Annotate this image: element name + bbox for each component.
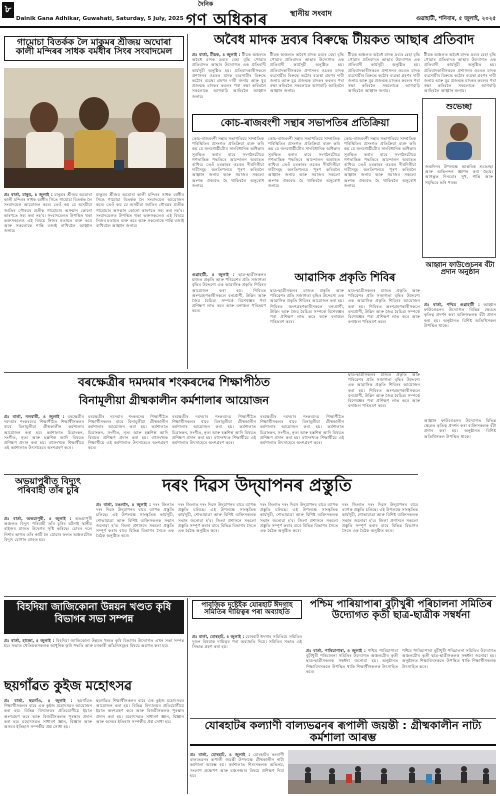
narcotics-body-2: টীয়ক অঞ্চলত অবৈধ মাদক দ্ৰব্যৰ বেহা বৃদ্ধি পোৱাৰ প্ৰতিবাদত আছাৰ উদ্যোগত এক প্ৰতিবাদী কাৰ্যসূচী অনুষ্ঠিত হয়। প্ৰতিবাদকাৰীসকলে প্ৰশাসনৰ ওচৰত মাদক ব্যৱসায়ীৰ বিৰুদ্ধে কঠোৰ ব্যৱস্থা গ্ৰহণৰ দাবী জনায় আৰু যুৱ প্ৰজন্মক মাদকৰ কবলৰ পৰা ৰক্ষা কৰিবলৈ সকলোকে আগবাঢ়ি আহিবলৈ আহ্বান জনায়।: [270, 52, 344, 94]
section-label: স্থানীয় সংবাদ: [290, 9, 332, 18]
narcotics-headline: অবৈধ মাদক দ্ৰব্যৰ বিৰুদ্ধে টীয়কত আছাৰ প্ৰতিবাদ: [213, 33, 475, 48]
darrang-body-4: দৰং জিলাত দৰং দিৱস উদ্‌যাপনৰ বাবে ব্যাপক প্ৰস্তুতি চলিছে। এই উপলক্ষে সাংস্কৃতিক কাৰ্যসূচী, শোভাযাত্ৰা আৰু বিশিষ্ট ব্যক্তিসকলক সন্মান জনোৱা হ'ব। জিলা প্ৰশাসনে সকলো প্ৰস্তুতি সম্পূৰ্ণ কৰাৰ বাবে বিভিন্ন বিভাগৰ সৈতে এক বৈঠক অনুষ্ঠিত কৰে।: [342, 502, 418, 534]
electricity-body: প্ৰঃ বাৰ্তা, অভয়াপুৰী, ৪ জুলাই : অভয়াপুৰী অঞ্চলত বিদ্যুৎ পৰিবাহী তাঁৰ চুৰিৰ ঘটনাই স্থানীয় ৰাইজৰ মাজত উদ্বেগৰ সৃষ্টি কৰিছে। চোৰৰ দলে নিশাৰ ভাগত তাঁৰ কাটি লৈ যোৱাৰ ফলত অঞ্চলটোত বিদ্যুৎ যোগান ব্যাহত হয়।: [4, 516, 92, 542]
bihdia-body: প্ৰঃ বাৰ্তা, হাজো, ৪ জুলাই : বিহদিয়া জাজিকোনা উন্নয়ন খণ্ডত কৃষি বিভাগৰ উদ্যোগত এখন সভা সম্পন্ন হয়। সভাত খেতিয়কসকলক আধুনিক কৃষি পদ্ধতি আৰু চৰকাৰী আঁচনিসমূহৰ বিষয়ে অৱগত কৰা হয়।: [4, 638, 184, 649]
narcotics-body-4: টীয়ক অঞ্চলত অবৈধ মাদক দ্ৰব্যৰ বেহা বৃদ্ধি পোৱাৰ প্ৰতিবাদত আছাৰ উদ্যোগত এক প্ৰতিবাদী কাৰ্যসূচী অনুষ্ঠিত হয়। প্ৰতিবাদকাৰীসকলে প্ৰশাসনৰ ওচৰত মাদক ব্যৱসায়ীৰ বিৰুদ্ধে কঠোৰ ব্যৱস্থা গ্ৰহণৰ দাবী জনায় আৰু যুৱ প্ৰজন্মক মাদকৰ কবলৰ পৰা ৰক্ষা কৰিবলৈ সকলোকে আগবাঢ়ি আহিবলৈ আহ্বান জনায়।: [424, 52, 496, 94]
ahwan-headline: আহ্বান ফাউণ্ডেচনৰ বঁটা প্ৰদান অনুষ্ঠান: [425, 261, 495, 277]
darrang-body-2: দৰং জিলাত দৰং দিৱস উদ্‌যাপনৰ বাবে ব্যাপক প্ৰস্তুতি চলিছে। এই উপলক্ষে সাংস্কৃতিক কাৰ্যসূচী, শোভাযাত্ৰা আৰু বিশিষ্ট ব্যক্তিসকলক সন্মান জনোৱা হ'ব। জিলা প্ৰশাসনে সকলো প্ৰস্তুতি সম্পূৰ্ণ কৰাৰ বাবে বিভিন্ন বিভাগৰ সৈতে এক বৈঠক অনুষ্ঠিত কৰে।: [178, 502, 256, 534]
masthead-english-dateline: Dainik Gana Adhikar, Guwahati, Saturday, 5 July, 2025: [16, 16, 184, 22]
koch-body: কোচ-ৰাজবংশী সন্থাৰ সভাপতিয়ে সাম্প্ৰতিক পৰিস্থিতিৰ প্ৰসংগত প্ৰতিক্ৰিয়া ব্যক্ত কৰি কয় যে জনগোষ্ঠীটোৰ সাংবিধানিক অধিকাৰ সুৰক্ষিত কৰাৰ বাবে সংগঠনটোৱে গণতান্ত্ৰিক পদ্ধতিৰে আন্দোলন অব্যাহত ৰাখিব। তেওঁ চৰকাৰৰ ওচৰত দীৰ্ঘদিনীয়া দাবীসমূহ অনতিপলমে পূৰণ কৰিবলৈ আহ্বান জনায় আৰু সমাজৰ সকলো অংশক ঐক্যবদ্ধ হৈ থাকিবলৈ অনুৰোধ জনায়।: [192, 136, 264, 188]
darrang-body: প্ৰঃ বাৰ্তা, মঙলদৈ, ৪ জুলাই : দৰং জিলাত দৰং দিৱস উদ্‌যাপনৰ বাবে ব্যাপক প্ৰস্তুতি চলিছে। এই উপলক্ষে সাংস্কৃতিক কাৰ্যসূচী, শোভাযাত্ৰা আৰু বিশিষ্ট ব্যক্তিসকলক সন্মান জনোৱা হ'ব। জিলা প্ৰশাসনে সকলো প্ৰস্তুতি সম্পূৰ্ণ কৰাৰ বাবে বিভিন্ন বিভাগৰ সৈতে এক বৈঠক অনুষ্ঠিত কৰে।: [96, 502, 174, 539]
nature-camp-headline: আৱাসিক প্ৰকৃতি শিবিৰ: [294, 271, 396, 284]
kalyani-body: প্ৰঃ বাৰ্তা, যোৰহাট, ৪ জুলাই : যোৰহাটৰ কল্যাণী বাল্যভৱনৰ ৰূপালী জয়ন্তী উপলক্ষে গ্ৰীষ্মকালীন নাট্য কৰ্মশালা আৰম্ভ হয়। কৰ্মশালাত শিশুসকলক অভিনয়, সংলাপ প্ৰক্ষেপণ আৰু মঞ্চসজ্জাৰ বিষয়ে প্ৰশিক্ষণ দিয়া হয়।: [190, 752, 284, 778]
koch-body-3: কোচ-ৰাজবংশী সন্থাৰ সভাপতিয়ে সাম্প্ৰতিক পৰিস্থিতিৰ প্ৰসংগত প্ৰতিক্ৰিয়া ব্যক্ত কৰি কয় যে জনগোষ্ঠীটোৰ সাংবিধানিক অধিকাৰ সুৰক্ষিত কৰাৰ বাবে সংগঠনটোৱে গণতান্ত্ৰিক পদ্ধতিৰে আন্দোলন অব্যাহত ৰাখিব। তেওঁ চৰকাৰৰ ওচৰত দীৰ্ঘদিনীয়া দাবীসমূহ অনতিপলমে পূৰণ কৰিবলৈ আহ্বান জনায় আৰু সমাজৰ সকলো অংশক ঐক্যবদ্ধ হৈ থাকিবলৈ অনুৰোধ জনায়।: [344, 136, 416, 188]
gamocha-body-cont: মাকুমৰ শ্ৰীজয় অঘোৰা কালী মন্দিৰৰ সাধক বৰ্মধীৰ সিঙে গামোচা বিতৰ্কক লৈ সংবাদমেল আয়োজন কৰে। তেওঁ কয় যে অসমীয়া জাতিৰ গৌৰৱৰ প্ৰতীক গামোচাৰ অসন্মান কোনো কাৰণতে সহ্য কৰা নহ'ব। সংবাদমেলত উপস্থিত থকা ভক্তসকলেও এই বিষয়ে নিজৰ মতামত ব্যক্ত কৰে আৰু সকলোকে শান্তি বজাই ৰাখিবলৈ আহ্বান জনায়।: [96, 192, 184, 229]
nature-camp-body: গুৱাহাটী, ৪ জুলাই : ছাত্ৰ-ছাত্ৰীসকলৰ মাজত প্ৰকৃতি আৰু পৰিৱেশৰ প্ৰতি সজাগতা বৃদ্ধিৰ উদ্দেশ্যে এক আৱাসিক প্ৰকৃতি শিবিৰৰ আয়োজন কৰা হয়। শিবিৰত অংশগ্ৰহণকাৰীসকলে বন্যপ্ৰাণী, উদ্ভিদ আৰু জৈৱ বৈচিত্ৰ্য সম্পৰ্কে বিশেষজ্ঞৰ পৰা প্ৰশিক্ষণ লাভ কৰে আৰু বনাঞ্চল পৰিভ্ৰমণ কৰে।: [192, 272, 266, 314]
ahwan-body-2: আহ্বান ফাউণ্ডেচনৰ উদ্যোগত বিভিন্ন ক্ষেত্ৰত কৃতিত্ব প্ৰদৰ্শন কৰা ব্যক্তিসকলক বঁটা প্ৰদান কৰা হয়। অনুষ্ঠানত বিশিষ্ট অতিথিসকল উপস্থিত থাকে।: [424, 418, 496, 439]
jorhat-committee-headline: পাবজিক দুষ্টেইক যোৰহাট ঈদগাহ সমিতিৰ দায়িত্বৰ পৰা অব্যাহতি: [192, 600, 302, 619]
paper-name: গণ অধিকাৰ: [186, 10, 268, 29]
masthead-assamese-dateline: গুৱাহাটী, শনিবাৰ, ৫ জুলাই, ২০২৫: [416, 16, 496, 22]
nature-camp-body-2: ছাত্ৰ-ছাত্ৰীসকলৰ মাজত প্ৰকৃতি আৰু পৰিৱেশৰ প্ৰতি সজাগতা বৃদ্ধিৰ উদ্দেশ্যে এক আৱাসিক প্ৰকৃতি শিবিৰৰ আয়োজন কৰা হয়। শিবিৰত অংশগ্ৰহণকাৰীসকলে বন্যপ্ৰাণী, উদ্ভিদ আৰু জৈৱ বৈচিত্ৰ্য সম্পৰ্কে বিশেষজ্ঞৰ পৰা প্ৰশিক্ষণ লাভ কৰে আৰু বনাঞ্চল পৰিভ্ৰমণ কৰে।: [270, 288, 344, 325]
narcotics-body: প্ৰঃ বাৰ্তা, টীয়ক, ৪ জুলাই : টীয়ক অঞ্চলত অবৈধ মাদক দ্ৰব্যৰ বেহা বৃদ্ধি পোৱাৰ প্ৰতিবাদত আছাৰ উদ্যোগত এক প্ৰতিবাদী কাৰ্যসূচী অনুষ্ঠিত হয়। প্ৰতিবাদকাৰীসকলে প্ৰশাসনৰ ওচৰত মাদক ব্যৱসায়ীৰ বিৰুদ্ধে কঠোৰ ব্যৱস্থা গ্ৰহণৰ দাবী জনায় আৰু যুৱ প্ৰজন্মক মাদকৰ কবলৰ পৰা ৰক্ষা কৰিবলৈ সকলোকে আগবাঢ়ি আহিবলৈ আহ্বান জনায়।: [192, 52, 266, 99]
page-number: ৮: [2, 2, 14, 18]
jorhat-committee-body: প্ৰঃ বাৰ্তা, যোৰহাট, ৪ জুলাই : যোৰহাট ঈদগাহ সমিতিয়ে সমিতিৰ দুজন বিষয়াক দায়িত্বৰ পৰা অব্যাহতি দিয়ে। সমিতিৰ সভাত এই সিদ্ধান্ত গ্ৰহণ কৰা হয়।: [192, 634, 302, 650]
narcotics-body-3: টীয়ক অঞ্চলত অবৈধ মাদক দ্ৰব্যৰ বেহা বৃদ্ধি পোৱাৰ প্ৰতিবাদত আছাৰ উদ্যোগত এক প্ৰতিবাদী কাৰ্যসূচী অনুষ্ঠিত হয়। প্ৰতিবাদকাৰীসকলে প্ৰশাসনৰ ওচৰত মাদক ব্যৱসায়ীৰ বিৰুদ্ধে কঠোৰ ব্যৱস্থা গ্ৰহণৰ দাবী জনায় আৰু যুৱ প্ৰজন্মক মাদকৰ কবলৰ পৰা ৰক্ষা কৰিবলৈ সকলোকে আগবাঢ়ি আহিবলৈ আহ্বান জনায়।: [348, 52, 420, 94]
birthday-box: [422, 98, 496, 258]
paschim-body: প্ৰঃ বাৰ্তা, পাৰিয়াপাৰা, ৪ জুলাই : পশ্চিম পাৰিয়াপাৰা বুঢ়ীখুৰী পৰিচালনা সমিতিৰ উদ্যোগত অঞ্চলটোৰ কৃতী ছাত্ৰ-ছাত্ৰীসকলক সম্বৰ্ধনা জনোৱা হয়। অনুষ্ঠানত শিক্ষাবিদসকলে উপস্থিত থাকি শিক্ষাৰ্থীসকলক উৎসাহিত কৰে।: [306, 648, 398, 674]
ahwan-body: প্ৰঃ বাৰ্তা, পশ্চিম গুৱাহাটী : আহ্বান ফাউণ্ডেচনৰ উদ্যোগত বিভিন্ন ক্ষেত্ৰত কৃতিত্ব প্ৰদৰ্শন কৰা ব্যক্তিসকলক বঁটা প্ৰদান কৰা হয়। অনুষ্ঠানত বিশিষ্ট অতিথিসকল উপস্থিত থাকে।: [424, 302, 496, 328]
paper-name-prefix: দৈনিক: [198, 1, 214, 8]
shankardev-body: প্ৰঃ বাৰ্তা, নলবাৰী, ৪ জুলাই : বৰক্ষেত্ৰীৰ দমদমাৰ শংকৰদেৱ শিক্ষাপীঠত শিক্ষাৰ্থীসকলৰ বাবে বিনামূলীয়া গ্ৰীষ্মকালীন কৰ্মশালাৰ আয়োজন কৰা হয়। কৰ্মশালাত চিত্ৰাংকন, সংগীত, নৃত্য আৰু হস্তশিল্প আদি বিষয়ত প্ৰশিক্ষণ প্ৰদান কৰা হয়। বহুসংখ্যক শিক্ষাৰ্থীয়ে এই কৰ্মশালাত উৎসাহেৰে অংশগ্ৰহণ কৰে।: [4, 414, 84, 451]
quiz-headline: ছয়গাঁৱত কুইজ মহোৎসৱ: [4, 679, 132, 694]
shankardev-body-3: বৰক্ষেত্ৰীৰ দমদমাৰ শংকৰদেৱ শিক্ষাপীঠত শিক্ষাৰ্থীসকলৰ বাবে বিনামূলীয়া গ্ৰীষ্মকালীন কৰ্মশালাৰ আয়োজন কৰা হয়। কৰ্মশালাত চিত্ৰাংকন, সংগীত, নৃত্য আৰু হস্তশিল্প আদি বিষয়ত প্ৰশিক্ষণ প্ৰদান কৰা হয়। বহুসংখ্যক শিক্ষাৰ্থীয়ে এই কৰ্মশালাত উৎসাহেৰে অংশগ্ৰহণ কৰে।: [172, 414, 256, 446]
paschim-headline: পশ্চিম পাৰিয়াপাৰা বুঢ়ীখুৰী পৰিচালনা সমিতিৰ উদ্যোগত কৃতী ছাত্ৰ-ছাত্ৰীক সম্বৰ্ধনা: [309, 599, 493, 621]
darrang-headline: দৰং দিৱস উদ্‌যাপনৰ প্ৰস্তুতি: [162, 476, 352, 496]
koch-body-2: কোচ-ৰাজবংশী সন্থাৰ সভাপতিয়ে সাম্প্ৰতিক পৰিস্থিতিৰ প্ৰসংগত প্ৰতিক্ৰিয়া ব্যক্ত কৰি কয় যে জনগোষ্ঠীটোৰ সাংবিধানিক অধিকাৰ সুৰক্ষিত কৰাৰ বাবে সংগঠনটোৱে গণতান্ত্ৰিক পদ্ধতিৰে আন্দোলন অব্যাহত ৰাখিব। তেওঁ চৰকাৰৰ ওচৰত দীৰ্ঘদিনীয়া দাবীসমূহ অনতিপলমে পূৰণ কৰিবলৈ আহ্বান জনায় আৰু সমাজৰ সকলো অংশক ঐক্যবদ্ধ হৈ থাকিবলৈ অনুৰোধ জনায়।: [268, 136, 340, 188]
masthead: [0, 0, 500, 28]
kalyani-headline: যোৰহাটৰ কল্যাণী বাল্যভৱনৰ ৰূপালী জয়ন্তী : গ্ৰীষ্মকালীন নাট্য কৰ্মশালা আৰম্ভ: [190, 720, 496, 746]
birthday-title: শুভেচ্ছা: [446, 102, 472, 111]
quiz-body: প্ৰঃ বাৰ্তা, ছয়গাঁও, ৪ জুলাই : ছয়গাঁৱত শিক্ষাৰ্থীসকলৰ বাবে এক কুইজ মহোৎসৱৰ আয়োজন কৰা হয়। বিভিন্ন বিদ্যালয়ৰ প্ৰতিযোগীয়ে ইয়াত অংশগ্ৰহণ কৰে আৰু বিজয়ীসকলক পুৰস্কাৰ প্ৰদান কৰা হয়। মহোৎসৱত সাধাৰণ জ্ঞান, বিজ্ঞান আৰু অসমৰ ইতিহাস সম্পৰ্কীয় প্ৰশ্ন সোধা হয়।: [4, 698, 92, 730]
electricity-headline: অভয়াপুৰীত বিদ্যুৎ পৰিবাহী তাঁৰ চুৰি: [15, 477, 81, 497]
quiz-body-2: ছয়গাঁৱত শিক্ষাৰ্থীসকলৰ বাবে এক কুইজ মহোৎসৱৰ আয়োজন কৰা হয়। বিভিন্ন বিদ্যালয়ৰ প্ৰতিযোগীয়ে ইয়াত অংশগ্ৰহণ কৰে আৰু বিজয়ীসকলক পুৰস্কাৰ প্ৰদান কৰা হয়। মহোৎসৱত সাধাৰণ জ্ঞান, বিজ্ঞান আৰু অসমৰ ইতিহাস সম্পৰ্কীয় প্ৰশ্ন সোধা হয়।: [96, 698, 184, 724]
bihdia-headline: বিহদিয়া জাজিকোনা উন্নয়ন খণ্ডত কৃষি বিভাগৰ সভা সম্পন্ন: [4, 600, 184, 634]
shankardev-subhead: বিনামূলীয়া গ্ৰীষ্মকালীন কৰ্মশালাৰ আয়োজন: [4, 392, 344, 410]
press-conference-photo: [4, 68, 184, 188]
shankardev-body-2: বৰক্ষেত্ৰীৰ দমদমাৰ শংকৰদেৱ শিক্ষাপীঠত শিক্ষাৰ্থীসকলৰ বাবে বিনামূলীয়া গ্ৰীষ্মকালীন কৰ্মশালাৰ আয়োজন কৰা হয়। কৰ্মশালাত চিত্ৰাংকন, সংগীত, নৃত্য আৰু হস্তশিল্প আদি বিষয়ত প্ৰশিক্ষণ প্ৰদান কৰা হয়। বহুসংখ্যক শিক্ষাৰ্থীয়ে এই কৰ্মশালাত উৎসাহেৰে অংশগ্ৰহণ কৰে।: [88, 414, 168, 451]
darrang-body-3: দৰং জিলাত দৰং দিৱস উদ্‌যাপনৰ বাবে ব্যাপক প্ৰস্তুতি চলিছে। এই উপলক্ষে সাংস্কৃতিক কাৰ্যসূচী, শোভাযাত্ৰা আৰু বিশিষ্ট ব্যক্তিসকলক সন্মান জনোৱা হ'ব। জিলা প্ৰশাসনে সকলো প্ৰস্তুতি সম্পূৰ্ণ কৰাৰ বাবে বিভিন্ন বিভাগৰ সৈতে এক বৈঠক অনুষ্ঠিত কৰে।: [260, 502, 338, 534]
shankardev-headline: বৰক্ষেত্ৰীৰ দমদমাৰ শংকৰদেৱ শিক্ষাপীঠত: [78, 375, 270, 389]
koch-headline: কোচ-ৰাজবংশী সন্থাৰ সভাপতিৰ প্ৰতিক্ৰিয়া: [192, 114, 418, 132]
paschim-body-2: পশ্চিম পাৰিয়াপাৰা বুঢ়ীখুৰী পৰিচালনা সমিতিৰ উদ্যোগত অঞ্চলটোৰ কৃতী ছাত্ৰ-ছাত্ৰীসকলক সম্বৰ্ধনা জনোৱা হয়। অনুষ্ঠানত শিক্ষাবিদসকলে উপস্থিত থাকি শিক্ষাৰ্থীসকলক উৎসাহিত কৰে।: [402, 648, 496, 669]
birthday-photo: [437, 116, 481, 160]
nature-camp-body-3: ছাত্ৰ-ছাত্ৰীসকলৰ মাজত প্ৰকৃতি আৰু পৰিৱেশৰ প্ৰতি সজাগতা বৃদ্ধিৰ উদ্দেশ্যে এক আৱাসিক প্ৰকৃতি শিবিৰৰ আয়োজন কৰা হয়। শিবিৰত অংশগ্ৰহণকাৰীসকলে বন্যপ্ৰাণী, উদ্ভিদ আৰু জৈৱ বৈচিত্ৰ্য সম্পৰ্কে বিশেষজ্ঞৰ পৰা প্ৰশিক্ষণ লাভ কৰে আৰু বনাঞ্চল পৰিভ্ৰমণ কৰে।: [348, 288, 420, 325]
nature-camp-body-4: ছাত্ৰ-ছাত্ৰীসকলৰ মাজত প্ৰকৃতি আৰু পৰিৱেশৰ প্ৰতি সজাগতা বৃদ্ধিৰ উদ্দেশ্যে এক আৱাসিক প্ৰকৃতি শিবিৰৰ আয়োজন কৰা হয়। শিবিৰত অংশগ্ৰহণকাৰীসকলে বন্যপ্ৰাণী, উদ্ভিদ আৰু জৈৱ বৈচিত্ৰ্য সম্পৰ্কে বিশেষজ্ঞৰ পৰা প্ৰশিক্ষণ লাভ কৰে আৰু বনাঞ্চল পৰিভ্ৰমণ কৰে।: [348, 372, 420, 409]
workshop-photo: [288, 750, 496, 794]
shankardev-body-4: বৰক্ষেত্ৰীৰ দমদমাৰ শংকৰদেৱ শিক্ষাপীঠত শিক্ষাৰ্থীসকলৰ বাবে বিনামূলীয়া গ্ৰীষ্মকালীন কৰ্মশালাৰ আয়োজন কৰা হয়। কৰ্মশালাত চিত্ৰাংকন, সংগীত, নৃত্য আৰু হস্তশিল্প আদি বিষয়ত প্ৰশিক্ষণ প্ৰদান কৰা হয়। বহুসংখ্যক শিক্ষাৰ্থীয়ে এই কৰ্মশালাত উৎসাহেৰে অংশগ্ৰহণ কৰে।: [260, 414, 344, 446]
birthday-body: জন্মদিনৰ উপলক্ষে আন্তৰিক শুভেচ্ছা আৰু অভিনন্দন জ্ঞাপন কৰা হৈছে। আগন্তুক দিনবোৰ সুখ, শান্তি আৰু সমৃদ্ধিৰে ভৰি পৰক।: [425, 164, 493, 185]
gamocha-body: প্ৰঃ বাৰ্তা, মাকুম, ৪ জুলাই : মাকুমৰ শ্ৰীজয় অঘোৰা কালী মন্দিৰৰ সাধক বৰ্মধীৰ সিঙে গামোচা বিতৰ্কক লৈ সংবাদমেল আয়োজন কৰে। তেওঁ কয় যে অসমীয়া জাতিৰ গৌৰৱৰ প্ৰতীক গামোচাৰ অসন্মান কোনো কাৰণতে সহ্য কৰা নহ'ব। সংবাদমেলত উপস্থিত থকা ভক্তসকলেও এই বিষয়ে নিজৰ মতামত ব্যক্ত কৰে আৰু সকলোকে শান্তি বজাই ৰাখিবলৈ আহ্বান জনায়।: [4, 192, 92, 234]
gamocha-headline: গামোচা বিতৰ্কক লৈ মাকুমৰ শ্ৰীজয় অঘোৰা কালী মন্দিৰৰ সাধক বৰ্মধীৰ সিংৰ সংবাদমেল: [4, 36, 184, 61]
